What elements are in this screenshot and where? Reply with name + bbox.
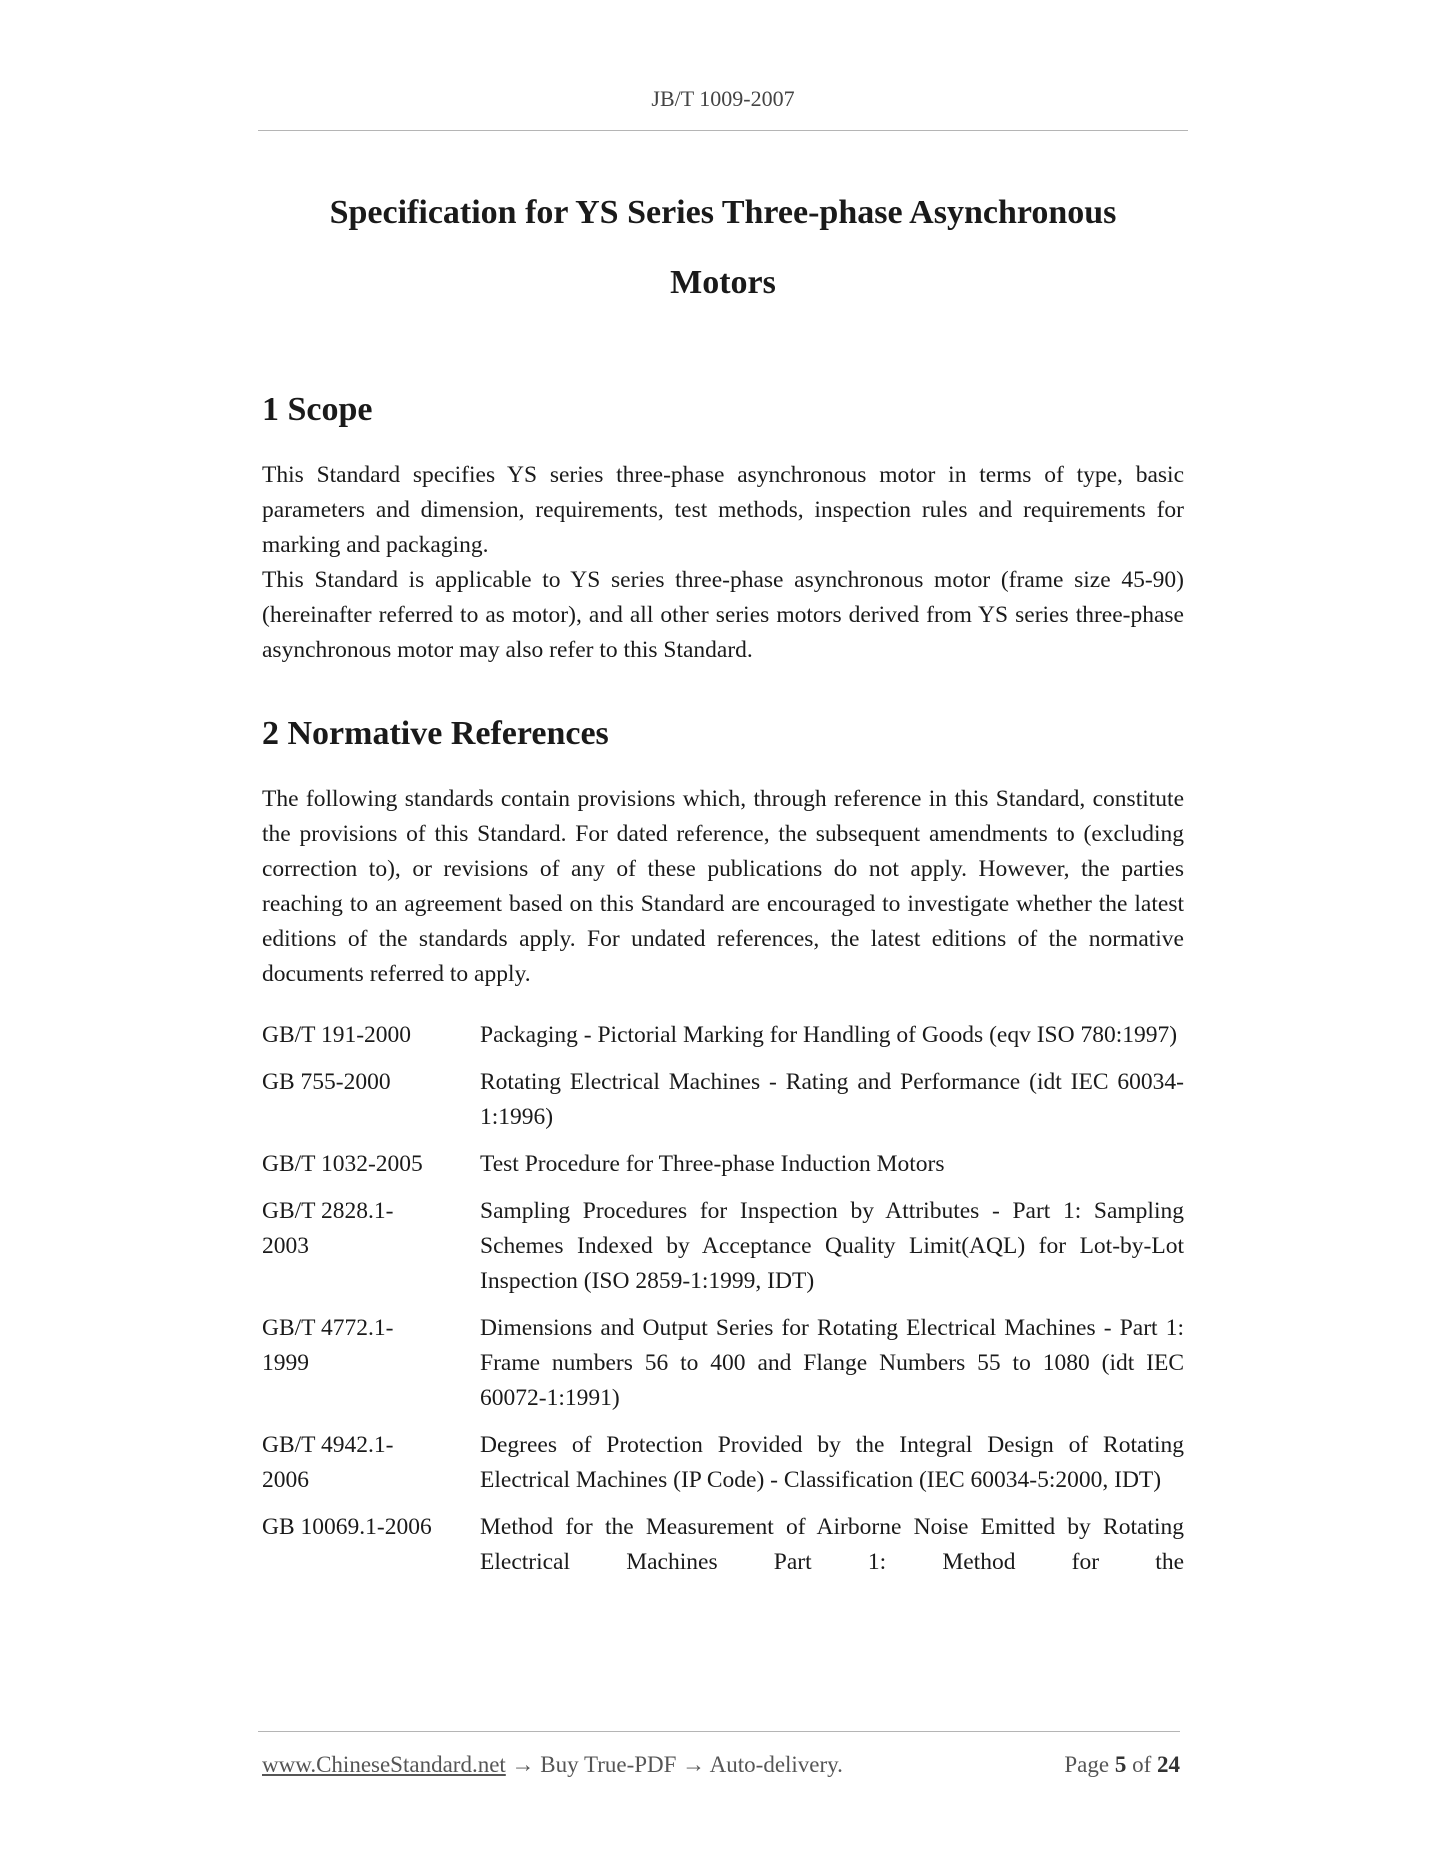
page-label: Page [1064, 1752, 1110, 1777]
running-header: JB/T 1009-2007 [651, 86, 795, 111]
footer-tagline: → Buy True-PDF → Auto-delivery. [505, 1752, 843, 1777]
reference-title: Rotating Electrical Machines - Rating and Performance (idt IEC 60034-1:1996) [480, 1069, 1184, 1130]
reference-item [262, 1018, 1184, 1053]
page-of-label: of [1132, 1752, 1152, 1777]
scope-paragraph-1: This Standard specifies YS series three-phase asynchronous motor in terms of type, basic parameters and dimension, requirements, test methods, inspection rules and requirements for marking and packaging. [262, 462, 1184, 558]
reference-title: Packaging - Pictorial Marking for Handling of Goods (eqv ISO 780:1997) [480, 1022, 1178, 1048]
reference-code: GB/T 2828.1-2003 [262, 1198, 394, 1259]
site-link[interactable]: www.ChineseStandard.net [262, 1752, 506, 1777]
footer-divider [258, 1731, 1180, 1732]
page-indicator [1064, 1752, 1180, 1778]
reference-title: Sampling Procedures for Inspection by Attributes - Part 1: Sampling Schemes Indexed by Acceptance Quality Limit(AQL) for Lot-by-Lot Inspection (ISO 2859-1:1999, IDT) [480, 1198, 1184, 1294]
reference-item [262, 1194, 1184, 1299]
section-heading-scope: 1 Scope [262, 391, 373, 428]
reference-item [262, 1311, 1184, 1416]
page-current: 5 [1114, 1752, 1127, 1777]
document-title-line1: Specification for YS Series Three-phase Asynchronous [329, 194, 1117, 231]
references-intro-paragraph: The following standards contain provisions which, through reference in this Standard, constitute the provisions of this Standard. For dated reference, the subsequent amendments to (excluding correction to), or revisions of any of these publications do not apply. However, the parties reaching to an agreement based on this Standard are encouraged to investigate whether the latest editions of the standards apply. For undated references, the latest editions of the normative documents referred to apply. [262, 786, 1184, 987]
header-divider [258, 130, 1188, 131]
page-footer [262, 1752, 1180, 1778]
document-title [258, 178, 1188, 318]
document-body [262, 388, 1184, 1592]
reference-code: GB/T 4772.1-1999 [262, 1315, 394, 1376]
document-title-line2: Motors [670, 264, 776, 301]
reference-item [262, 1147, 1184, 1182]
reference-title: Dimensions and Output Series for Rotating Electrical Machines - Part 1: Frame numbers 56 to 400 and Flange Numbers 55 to 1080 (idt IEC 60072-1:1991) [480, 1315, 1184, 1411]
reference-code: GB 10069.1-2006 [262, 1514, 432, 1540]
section-heading-normative-references: 2 Normative References [262, 715, 609, 752]
reference-item [262, 1065, 1184, 1135]
reference-item [262, 1510, 1184, 1580]
reference-title: Method for the Measurement of Airborne Noise Emitted by Rotating Electrical Machines Part 1: Method for the [480, 1514, 1184, 1575]
reference-title: Degrees of Protection Provided by the Integral Design of Rotating Electrical Machines (IP Code) - Classification (IEC 60034-5:2000, IDT) [480, 1432, 1184, 1493]
scope-paragraph-2: This Standard is applicable to YS series three-phase asynchronous motor (frame size 45-90) (hereinafter referred to as motor), and all other series motors derived from YS series three-phase asynchronous motor may also refer to this Standard. [262, 567, 1184, 663]
page-total: 24 [1157, 1752, 1180, 1777]
reference-code: GB 755-2000 [262, 1069, 391, 1095]
reference-list [262, 1018, 1184, 1580]
reference-code: GB/T 4942.1-2006 [262, 1432, 394, 1493]
reference-code: GB/T 191-2000 [262, 1022, 412, 1048]
reference-code: GB/T 1032-2005 [262, 1151, 423, 1177]
footer-promo [262, 1752, 843, 1778]
reference-title: Test Procedure for Three-phase Induction Motors [480, 1151, 945, 1177]
reference-item [262, 1428, 1184, 1498]
